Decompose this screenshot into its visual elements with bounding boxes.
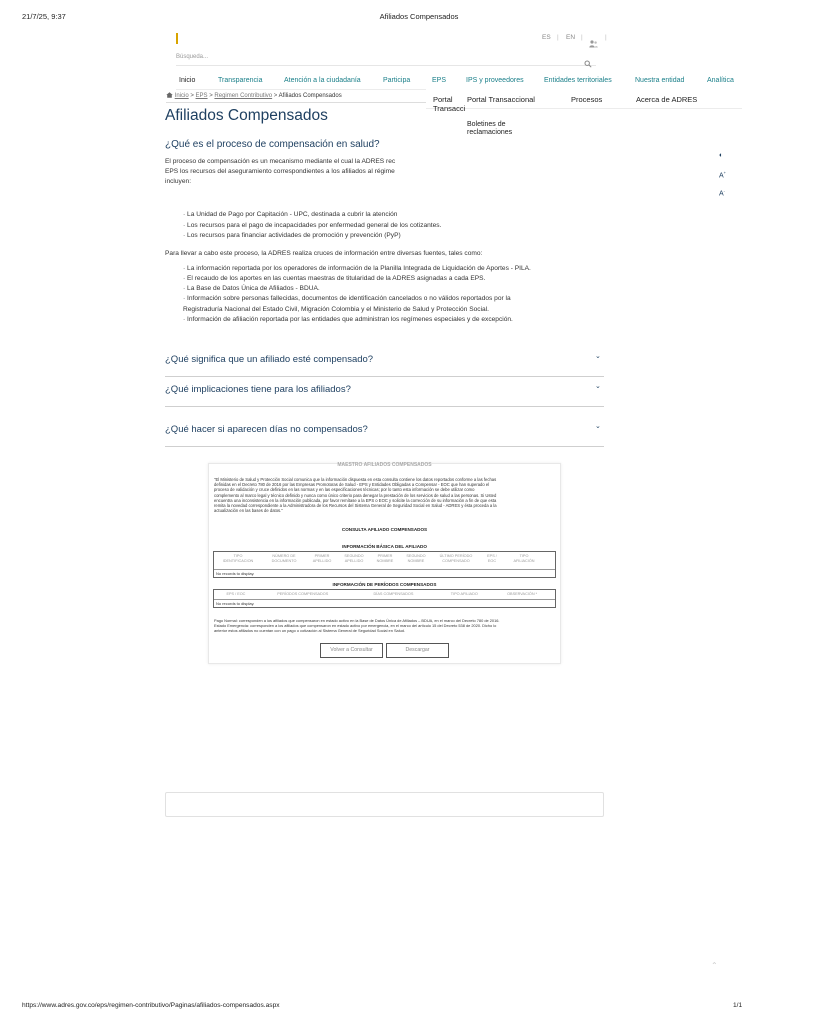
- print-page-number: 1/1: [733, 1002, 743, 1009]
- search-underline: [176, 65, 596, 66]
- dropdown-procesos[interactable]: Procesos: [571, 95, 603, 104]
- section-heading-proceso: ¿Qué es el proceso de compensación en salud?: [165, 139, 380, 150]
- lang-en-link[interactable]: EN: [566, 34, 576, 41]
- nav-analitica[interactable]: Analítica: [707, 77, 734, 84]
- column-header: DÍAS COMPENSADOS: [373, 592, 414, 596]
- contrast-icon[interactable]: ◐: [719, 152, 724, 159]
- empty-content-box: [165, 792, 604, 817]
- accordion-divider: [165, 406, 604, 407]
- font-decrease-icon[interactable]: A-: [719, 188, 726, 198]
- list-item: · Información de afiliación reportada por las entidades que administran los regímenes especiales y de excepción.: [183, 316, 513, 323]
- breadcrumb-regimen[interactable]: Regimen Contributivo: [214, 93, 273, 99]
- dropdown-divider: [426, 108, 742, 109]
- nav-eps[interactable]: EPS: [432, 77, 447, 84]
- table-empty-row: No records to display.: [214, 599, 555, 607]
- scroll-top-icon[interactable]: ⌃: [711, 961, 718, 970]
- nav-transparencia[interactable]: Transparencia: [218, 77, 263, 84]
- notice-line: actualización en las bases de datos.": [214, 508, 283, 514]
- column-header: TIPO AFILIADO: [450, 592, 478, 596]
- sources-intro: Para llevar a cabo este proceso, la ADRES realiza cruces de información entre diversas fuentes, tales como:: [165, 250, 483, 257]
- accordion-implicaciones[interactable]: ¿Qué implicaciones tiene para los afiliados?: [165, 384, 351, 395]
- list-item: · Los recursos para el pago de incapacidades por enfermedad general de los cotizantes.: [183, 222, 442, 229]
- dropdown-portal-truncated[interactable]: Portal Transacci: [433, 95, 466, 113]
- breadcrumb: [166, 92, 342, 99]
- notice-line: definidas en el Decreto 780 de 2016 por las Empresas Promotoras de Salud - EPS y Entidades Obligadas a Compensar - EOC que han superado el: [214, 482, 490, 488]
- chevron-down-icon[interactable]: ⌄: [595, 383, 601, 390]
- nav-inicio[interactable]: Inicio: [179, 77, 196, 84]
- descargar-button[interactable]: Descargar: [386, 643, 449, 658]
- breadcrumb-underline: [166, 102, 426, 103]
- breadcrumb-current: Afiliados Compensados: [278, 93, 342, 99]
- table-header-row: [214, 552, 555, 569]
- periods-table: [213, 589, 556, 608]
- breadcrumb-sep: >: [273, 93, 278, 99]
- breadcrumb-sep: >: [190, 93, 194, 99]
- column-header: TIPO AFILIACIÓN: [513, 554, 535, 563]
- list-item: Registraduría Nacional del Estado Civil, Migración Colombia y el Ministerio de Salud y Protección Social.: [183, 306, 490, 313]
- dropdown-portal-transaccional[interactable]: Portal Transaccional: [467, 95, 535, 104]
- home-icon[interactable]: [166, 92, 173, 98]
- notice-line: proceso de validación y cruce definidos en las normas y en las especificaciones técnicas; por lo tanto esta información se debe utilizar como: [214, 487, 475, 493]
- breadcrumb-sep: >: [209, 93, 213, 99]
- print-document-title: Afiliados Compensados: [379, 12, 459, 21]
- column-header: TIPO IDENTIFICACION: [222, 554, 254, 563]
- list-item: · Información sobre personas fallecidas, documentos de identificación cancelados o no válidos reportados por la: [183, 295, 511, 302]
- column-header: SEGUNDO APELLIDO: [344, 554, 364, 563]
- page-title: Afiliados Compensados: [165, 107, 328, 124]
- breadcrumb-inicio[interactable]: Inicio: [174, 93, 189, 99]
- column-header: PERÍODOS COMPENSADOS: [277, 592, 329, 596]
- list-item: · Los recursos para financiar actividades de promoción y prevención (PyP): [183, 232, 401, 239]
- dropdown-boletines-line2[interactable]: reclamaciones: [467, 129, 513, 136]
- periods-heading: INFORMACIÓN DE PERÍODOS COMPENSADOS: [332, 582, 437, 587]
- list-item: · El recaudo de los aportes en las cuentas maestras de titularidad de la ADRES asignadas a cada EPS.: [183, 275, 486, 282]
- column-header: PRIMER NOMBRE: [376, 554, 394, 563]
- dropdown-acerca-adres[interactable]: Acerca de ADRES: [636, 95, 698, 104]
- search-input[interactable]: Búsqueda...: [176, 54, 209, 60]
- footnote-line: Estado Emergencia: corresponden a los afiliados que compensaron en estado activo por emergencia, en el marco del artículo 15 del Decreto 538 de 2020. Dicho lo: [214, 623, 497, 629]
- notice-line: encuentra una inconsistencia en la información publicada, por favor remítase a la EPS o EOC y solicite la corrección de su información a fin de que esta: [214, 497, 497, 503]
- table-header-row: [214, 590, 555, 599]
- basic-info-table: [213, 551, 556, 578]
- dropdown-boletines-line1[interactable]: Boletines de: [467, 121, 506, 128]
- intro-line-3: incluyen:: [165, 178, 192, 185]
- accordion-compensado[interactable]: ¿Qué significa que un afiliado esté compensado?: [165, 354, 374, 365]
- adres-logo[interactable]: [176, 33, 178, 44]
- intro-line-2: EPS los recursos del aseguramiento correspondientes a los afiliados al régime: [165, 168, 395, 175]
- intro-line-1: El proceso de compensación es un mecanismo mediante el cual la ADRES rec: [165, 158, 396, 165]
- util-separator: |: [581, 34, 583, 41]
- column-header: EPS / EOC: [226, 592, 246, 596]
- nav-participa[interactable]: Participa: [383, 77, 411, 84]
- column-header: SEGUNDO NOMBRE: [406, 554, 426, 563]
- notice-line: complemento al marco legal y técnico definido y nunca como único criterio para denegar la prestación de los servicios de salud a las personas. Si Usted: [214, 492, 497, 498]
- column-header: PRIMER APELLIDO: [312, 554, 332, 563]
- column-header: OBSERVACIÓN *: [507, 592, 538, 596]
- column-header: ÚLTIMO PERÍODO COMPENSADO: [439, 554, 473, 563]
- widget-footnote: [214, 618, 556, 634]
- accordion-divider: [165, 376, 604, 377]
- print-url: https://www.adres.gov.co/eps/regimen-contributivo/Paginas/afiliados-compensados.aspx: [22, 1002, 280, 1009]
- nav-entidades-territoriales[interactable]: Entidades territoriales: [544, 77, 612, 84]
- font-increase-icon[interactable]: A+: [719, 170, 727, 180]
- users-icon[interactable]: [589, 35, 598, 43]
- widget-notice: [214, 477, 556, 513]
- print-datetime: 21/7/25, 9:37: [22, 12, 66, 21]
- list-item: · La información reportada por los operadores de información de la Planilla Integrada de Liquidación de Aportes - PILA.: [183, 265, 531, 272]
- chevron-down-icon[interactable]: ⌄: [595, 353, 601, 360]
- table-empty-row: No records to display.: [214, 569, 555, 577]
- notice-line: "El Ministerio de Salud y Protección Social comunica que la información dispuesta en esta consulta contiene los datos reportados conforme a las fechas: [214, 477, 497, 482]
- list-item: · La Unidad de Pago por Capitación - UPC, destinada a cubrir la atención: [183, 211, 398, 218]
- accordion-divider: [165, 446, 604, 447]
- column-header: EPS / EOC: [487, 554, 497, 563]
- widget-title: MAESTRO AFILIADOS COMPENSADOS: [337, 462, 432, 468]
- list-item: · La Base de Datos Única de Afiliados - BDUA.: [183, 285, 320, 292]
- footnote-line: Pago Normal: corresponden a los afiliados que compensaron en estado activo en la Base de Datos Única de Afiliados – BDUA, en el marco del Decreto 780 de 2016.: [214, 618, 500, 623]
- volver-consultar-button[interactable]: Volver a Consultar: [320, 643, 383, 658]
- column-header: NÚMERO DE DOCUMENTO: [271, 554, 297, 563]
- chevron-down-icon[interactable]: ⌄: [595, 423, 601, 430]
- nav-nuestra-entidad[interactable]: Nuestra entidad: [635, 77, 685, 84]
- lang-es-link[interactable]: ES: [542, 34, 551, 41]
- notice-line: remita la novedad correspondiente a la Administradora de los Recursos del Sistema General de Seguridad Social en Salud - ADRES y ésta proceda a la: [214, 503, 497, 509]
- nav-atencion-ciudadania[interactable]: Atención a la ciudadanía: [284, 77, 361, 84]
- nav-ips-proveedores[interactable]: IPS y proveedores: [466, 77, 524, 84]
- breadcrumb-eps[interactable]: EPS: [195, 93, 208, 99]
- util-separator: |: [605, 34, 607, 41]
- search-icon[interactable]: [584, 55, 592, 63]
- basic-info-heading: INFORMACIÓN BÁSICA DEL AFILIADO: [342, 544, 427, 549]
- footnote-line: anterior estos afiliados no cuentan con un pago o cotización al Sistema General de Seguridad Social en Salud.: [214, 628, 405, 634]
- accordion-dias-no-compensados[interactable]: ¿Qué hacer si aparecen días no compensados?: [165, 424, 368, 435]
- widget-consulta-heading: CONSULTA AFILIADO COMPENSADOS: [341, 527, 428, 532]
- util-separator: |: [557, 34, 559, 41]
